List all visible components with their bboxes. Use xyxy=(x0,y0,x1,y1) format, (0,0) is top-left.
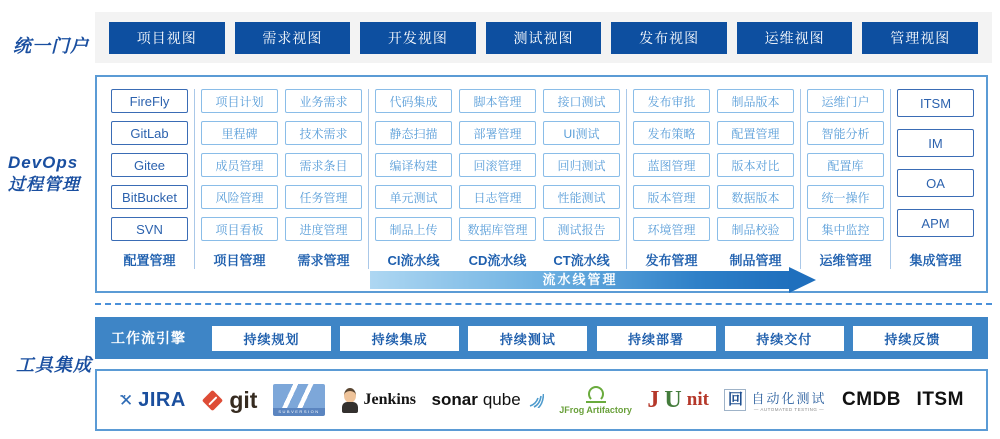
module-chip[interactable]: 静态扫描 xyxy=(375,121,452,145)
module-chip[interactable]: UI测试 xyxy=(543,121,620,145)
tool-logos-bar xyxy=(95,369,988,431)
module-chip[interactable]: 集中监控 xyxy=(807,217,884,241)
module-column-label: 发布管理 xyxy=(645,253,698,268)
module-chip[interactable]: SVN xyxy=(111,217,188,241)
module-column-label: 需求管理 xyxy=(297,253,350,268)
module-chip[interactable]: 版本管理 xyxy=(633,185,710,209)
workflow-engine-label: 工作流引擎 xyxy=(111,330,186,346)
module-chip[interactable]: 接口测试 xyxy=(543,89,620,113)
pipeline-arrow-label: 流水线管理 xyxy=(542,272,618,287)
module-chip[interactable]: 配置库 xyxy=(807,153,884,177)
module-column xyxy=(543,89,620,269)
module-group-1 xyxy=(105,89,194,269)
jfrog-icon xyxy=(588,386,604,402)
module-chip[interactable]: 性能测试 xyxy=(543,185,620,209)
logo-subversion xyxy=(273,384,325,416)
portal-view-strip xyxy=(95,12,992,63)
module-chip[interactable]: 部署管理 xyxy=(459,121,536,145)
module-chip[interactable]: 版本对比 xyxy=(717,153,794,177)
stage-button-1[interactable]: 持续规划 xyxy=(212,326,331,351)
module-column xyxy=(111,89,188,269)
process-management-box xyxy=(95,75,988,293)
jenkins-butler-icon xyxy=(341,387,359,413)
automated-testing-en-text: — AUTOMATED TESTING — xyxy=(753,407,825,412)
unified-portal-label: 统一门户 xyxy=(13,36,89,56)
module-chip[interactable]: 数据库管理 xyxy=(459,217,536,241)
module-column-label: 运维管理 xyxy=(819,253,872,268)
module-chip[interactable]: 任务管理 xyxy=(285,185,362,209)
stage-button-5[interactable]: 持续交付 xyxy=(725,326,844,351)
module-chip[interactable]: 编译构建 xyxy=(375,153,452,177)
module-chip[interactable]: 环境管理 xyxy=(633,217,710,241)
logo-junit: J U nit xyxy=(647,386,709,413)
module-chip[interactable]: 配置管理 xyxy=(717,121,794,145)
module-chip[interactable]: 制品校验 xyxy=(717,217,794,241)
git-icon xyxy=(202,389,223,410)
module-chip[interactable]: 脚本管理 xyxy=(459,89,536,113)
view-button-6[interactable]: 运维视图 xyxy=(737,22,853,54)
module-column xyxy=(375,89,452,269)
logo-automated-testing xyxy=(724,388,826,412)
logo-sonarqube xyxy=(432,390,544,410)
module-chip[interactable]: APM xyxy=(897,209,974,237)
arrow-head-icon xyxy=(789,267,816,293)
devops-process-label-bottom: 过程管理 xyxy=(8,175,80,194)
module-chip[interactable]: BitBucket xyxy=(111,185,188,209)
module-chip[interactable]: 发布策略 xyxy=(633,121,710,145)
module-chip[interactable]: FireFly xyxy=(111,89,188,113)
module-group-3 xyxy=(368,89,626,269)
module-chip[interactable]: 技术需求 xyxy=(285,121,362,145)
jenkins-text: Jenkins xyxy=(363,391,416,408)
pipeline-management-arrow xyxy=(370,267,817,293)
module-chip[interactable]: 制品上传 xyxy=(375,217,452,241)
module-chip[interactable]: OA xyxy=(897,169,974,197)
logo-cmdb: CMDB xyxy=(842,389,902,410)
automated-testing-icon: 回 xyxy=(724,389,746,411)
module-chip[interactable]: 单元测试 xyxy=(375,185,452,209)
module-chip[interactable]: 智能分析 xyxy=(807,121,884,145)
view-button-5[interactable]: 发布视图 xyxy=(611,22,727,54)
module-chip[interactable]: 里程碑 xyxy=(201,121,278,145)
module-column xyxy=(285,89,362,269)
module-chip[interactable]: 回滚管理 xyxy=(459,153,536,177)
module-column-label: CD流水线 xyxy=(468,253,527,268)
stage-button-6[interactable]: 持续反馈 xyxy=(853,326,972,351)
view-button-1[interactable]: 项目视图 xyxy=(109,22,225,54)
jira-text: JIRA xyxy=(138,388,186,411)
module-column xyxy=(717,89,794,269)
module-group-4 xyxy=(626,89,800,269)
sonar-waves-icon xyxy=(528,392,544,408)
tool-integration-label: 工具集成 xyxy=(16,355,92,375)
module-column xyxy=(807,89,884,269)
module-column-label: 项目管理 xyxy=(213,253,266,268)
module-chip[interactable]: 进度管理 xyxy=(285,217,362,241)
module-chip[interactable]: 日志管理 xyxy=(459,185,536,209)
module-chip[interactable]: 风险管理 xyxy=(201,185,278,209)
sonarqube-text-light: qube xyxy=(482,390,521,409)
module-column-label: 制品管理 xyxy=(729,253,782,268)
stage-button-3[interactable]: 持续测试 xyxy=(468,326,587,351)
stage-button-4[interactable]: 持续部署 xyxy=(597,326,716,351)
module-chip[interactable]: 数据版本 xyxy=(717,185,794,209)
automated-testing-cn-text: 自动化测试 xyxy=(751,391,827,406)
module-chip[interactable]: 发布审批 xyxy=(633,89,710,113)
jira-icon: ●● ✕ xyxy=(119,392,133,409)
module-chip[interactable]: 代码集成 xyxy=(375,89,452,113)
module-chip[interactable]: Gitee xyxy=(111,153,188,177)
module-column-label: 集成管理 xyxy=(909,253,962,268)
module-chip[interactable]: 需求条目 xyxy=(285,153,362,177)
continuous-stages xyxy=(212,326,972,351)
view-button-7[interactable]: 管理视图 xyxy=(862,22,978,54)
module-chip[interactable]: IM xyxy=(897,129,974,157)
subversion-icon xyxy=(273,384,325,416)
module-chip[interactable]: 统一操作 xyxy=(807,185,884,209)
logo-jira xyxy=(119,389,186,412)
module-chip[interactable]: 项目看板 xyxy=(201,217,278,241)
module-column-label: CT流水线 xyxy=(553,253,610,268)
logo-jenkins xyxy=(341,387,416,413)
git-text: git xyxy=(229,386,258,413)
devops-process-label xyxy=(8,152,80,196)
view-button-3[interactable]: 开发视图 xyxy=(360,22,476,54)
module-column-label: 配置管理 xyxy=(123,253,176,268)
jfrog-text: JFrog Artifactory xyxy=(559,404,632,415)
module-chip[interactable]: 蓝图管理 xyxy=(633,153,710,177)
module-group-5 xyxy=(800,89,890,269)
logo-jfrog-artifactory xyxy=(559,386,632,415)
subversion-text: SUBVERSION xyxy=(273,408,325,416)
module-chip[interactable]: 制品版本 xyxy=(717,89,794,113)
module-column xyxy=(633,89,710,269)
module-chip[interactable]: GitLab xyxy=(111,121,188,145)
module-group-2 xyxy=(194,89,368,269)
module-column xyxy=(201,89,278,269)
module-chip[interactable]: 成员管理 xyxy=(201,153,278,177)
module-columns xyxy=(105,89,980,269)
dashed-divider xyxy=(95,303,992,305)
module-chip[interactable]: 项目计划 xyxy=(201,89,278,113)
module-group-6 xyxy=(890,89,980,269)
module-chip[interactable]: 业务需求 xyxy=(285,89,362,113)
logo-itsm: ITSM xyxy=(916,389,964,410)
devops-process-label-top: DevOps xyxy=(8,153,79,172)
module-chip[interactable]: 测试报告 xyxy=(543,217,620,241)
module-chip[interactable]: 运维门户 xyxy=(807,89,884,113)
view-button-4[interactable]: 测试视图 xyxy=(486,22,602,54)
module-column xyxy=(897,89,974,269)
view-button-2[interactable]: 需求视图 xyxy=(235,22,351,54)
module-chip[interactable]: ITSM xyxy=(897,89,974,117)
logo-git xyxy=(201,386,258,413)
module-column xyxy=(459,89,536,269)
sonarqube-text-bold: sonar xyxy=(431,390,478,409)
stage-button-2[interactable]: 持续集成 xyxy=(340,326,459,351)
module-chip[interactable]: 回归测试 xyxy=(543,153,620,177)
workflow-engine-bar xyxy=(95,317,988,359)
module-column-label: CI流水线 xyxy=(387,253,440,268)
